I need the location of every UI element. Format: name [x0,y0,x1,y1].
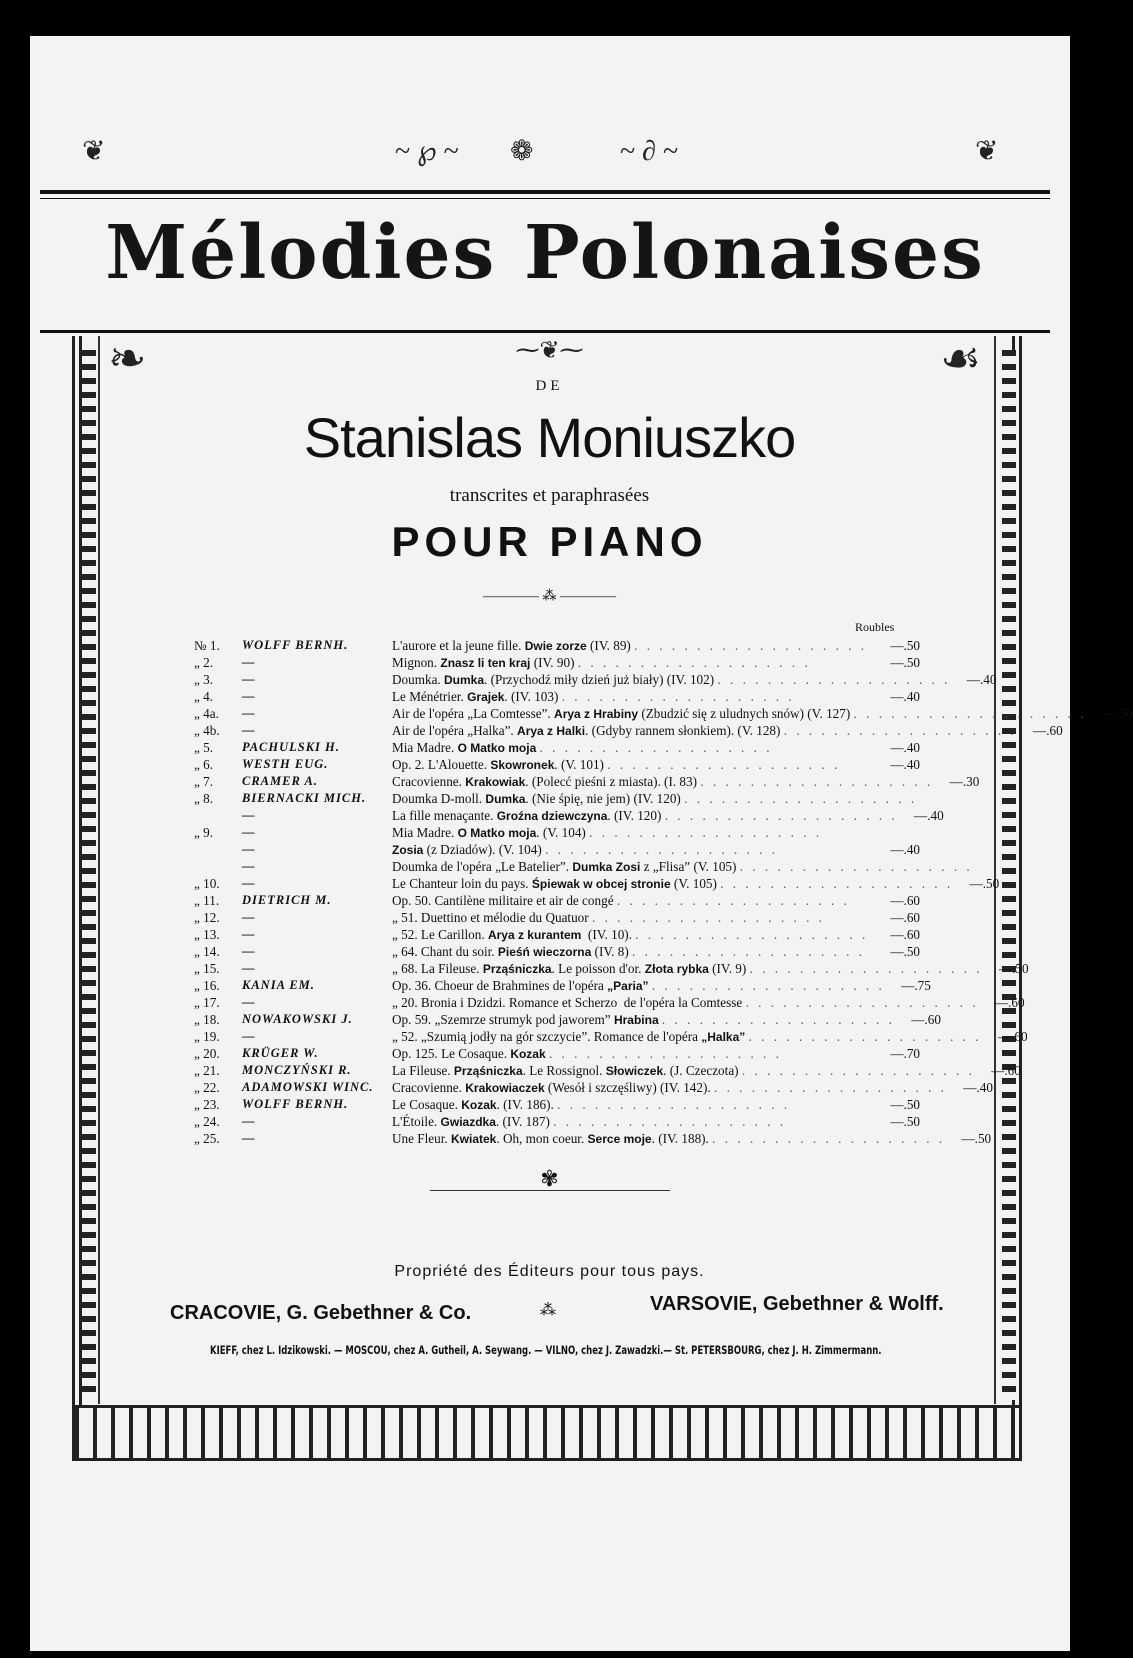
catalog-composer: KANIA EM. [242,978,315,992]
catalog-number: „ 19. [194,1029,220,1044]
catalog-number [190,807,242,825]
catalog-composer: — [242,808,256,822]
catalog-title: Air de l'opéra „Halka”. Arya z Halki. (Gdyby rannem słonkiem). (V. 128) . . . . . . . . . . . . . . . . . . . [392,723,1017,738]
catalog-title: „ 68. La Fileuse. Prząśniczka. Le poisson d'or. Złota rybka (IV. 9) . . . . . . . . . . . . . . . . . . . [392,961,983,976]
catalog-row [190,722,1063,739]
catalog-row [190,1079,993,1096]
catalog-title: Mia Madre. O Matko moja. (V. 104) . . . . . . . . . . . . . . . . . . . [392,825,823,840]
catalog-row [190,1062,1021,1079]
floral-corner-icon: ❧ [108,333,147,384]
catalog-number: „ 24. [194,1114,220,1129]
catalog-composer: MONCZYŃSKI R. [242,1063,352,1077]
fleuron-icon: ❦ [82,136,106,167]
catalog-composer: — [242,672,256,686]
catalog-price: —.50 [890,638,920,653]
catalog-composer: WESTH EUG. [242,757,329,771]
catalog-row [190,926,920,943]
scroll-ornament-icon: ~ ℘ ~ [395,136,459,167]
catalog-row [190,1011,941,1028]
catalog-title: L'aurore et la jeune fille. Dwie zorze (IV. 89) . . . . . . . . . . . . . . . . . . . [392,638,868,653]
catalog-composer: WOLFF BERNH. [242,638,349,652]
catalog-number: „ 17. [194,995,220,1010]
catalog-price: —.50 [998,961,1029,976]
catalog-row [190,637,920,654]
catalog-price: —.40 [890,757,920,772]
catalog-composer: PACHULSKI H. [242,740,340,754]
catalog-number: „ 5. [194,740,214,755]
catalog-row [190,892,920,909]
instrument-heading: POUR PIANO [391,518,708,565]
catalog-title: „ 52. „Szumią jodły na gór szczycie”. Romance de l'opéra „Halka” . . . . . . . . . . . . . . . . . . . [392,1029,982,1044]
catalog-row [190,841,920,858]
catalog-price: —.40 [966,672,997,687]
catalog-number [190,858,242,876]
catalog-number [190,841,242,859]
rights-notice: Propriété des Éditeurs pour tous pays. [394,1263,705,1280]
top-rule [40,190,1050,194]
catalog-price: —.40 [890,842,920,857]
catalog-title: L'Étoile. Gwiazdka. (IV. 187) . . . . . . . . . . . . . . . . . . . [392,1114,787,1129]
catalog-number: „ 18. [194,1012,220,1027]
catalog-price: —.60 [1033,723,1063,738]
catalog-row [190,705,1133,722]
catalog-title: Cracovienne. Krakowiak. (Polecć pieśni z miasta). (I. 83) . . . . . . . . . . . . . . . . . . . [392,774,934,789]
catalog-composer: CRAMER A. [242,774,318,788]
catalog-price: —.40 [914,808,944,823]
catalog-composer: BIERNACKI MICH. [242,791,367,805]
catalog-price: —.60 [997,1029,1028,1044]
divider-ornament-icon: ———— ⁂ ———— [483,589,616,604]
catalog-number: „ 22. [194,1080,220,1095]
catalog-composer: — [242,859,256,873]
catalog-title: La fille menaçante. Groźna dziewczyna. (IV. 120) . . . . . . . . . . . . . . . . . . . [392,808,898,823]
catalog-title: Doumka D-moll. Dumka. (Nie śpię, nie jem) (IV. 120) . . . . . . . . . . . . . . . . . . . [392,791,918,806]
catalog-title: „ 20. Bronia i Dzidzi. Romance et Scherzo de l'opéra la Comtesse . . . . . . . . . . . . . . . . . . . [392,995,979,1010]
preposition: DE [535,378,564,394]
catalog-row [190,977,931,994]
catalog-price [973,858,1019,876]
agents-line: KIEFF, chez L. Idzikowski. — MOSCOU, chez A. Gutheil, A. Seywang. — VILNO, chez J. Zawadzki.— St. PETERSBOURG, chez J. H. Zimmermann. [210,1343,882,1357]
catalog-price: —.40 [890,689,920,704]
title-rule [40,330,1050,333]
catalog-title: „ 64. Chant du soir. Pieśń wieczorna (IV. 8) . . . . . . . . . . . . . . . . . . . [392,944,866,959]
catalog-composer: — [242,927,256,941]
catalog-row [190,1096,920,1113]
catalog-composer: KRÜGER W. [242,1046,319,1060]
bottom-border-pattern [72,1405,1022,1461]
catalog-title: Op. 125. Le Cosaque. Kozak . . . . . . . . . . . . . . . . . . . [392,1046,782,1061]
scroll-ornament-icon: ⁓❦⁓ [515,338,584,364]
catalog-row [190,909,920,926]
catalog-title: Op. 2. L'Alouette. Skowronek. (V. 101) . . . . . . . . . . . . . . . . . . . [392,757,841,772]
publisher-ornament-icon: ⁂ [540,1302,556,1319]
catalog-number: „ 16. [194,978,220,993]
catalog-title: Doumka. Dumka. (Przychodź miły dzień już biały) (IV. 102) . . . . . . . . . . . . . . . . . . . [392,672,951,687]
catalog-number: „ 7. [194,774,214,789]
catalog-row [190,790,920,807]
catalog-composer: NOWAKOWSKI J. [242,1012,353,1026]
catalog-price: —.60 [890,893,920,908]
catalog-title: Mignon. Znasz li ten kraj (IV. 90) . . . . . . . . . . . . . . . . . . . [392,655,811,670]
catalog-row [190,1130,992,1147]
catalog-price: —.50 [1102,706,1133,721]
fleuron-icon: ❦ [975,136,999,167]
catalog-number: „ 6. [194,757,214,772]
catalog-title: „ 51. Duettino et mélodie du Quatuor . . . . . . . . . . . . . . . . . . . [392,910,825,925]
catalog-composer: DIETRICH M. [242,893,332,907]
catalog-price [917,790,963,808]
catalog-row [190,1045,920,1062]
catalog-price: —.50 [890,1097,920,1112]
catalog-price: —.50 [890,655,920,670]
catalog-price: —.60 [890,927,920,942]
catalog-price: —.75 [901,978,931,993]
catalog-number: „ 23. [194,1097,220,1112]
catalog-row [190,943,920,960]
catalog-composer: — [242,961,256,975]
catalog-title: Une Fleur. Kwiatek. Oh, mon coeur. Serce moje. (IV. 188). . . . . . . . . . . . . . . . . . . . [392,1131,946,1146]
catalog-price: —.40 [963,1080,993,1095]
catalog-row [190,773,980,790]
catalog-composer: — [242,995,256,1009]
catalog-number: „ 10. [194,876,220,891]
catalog-composer: — [242,1131,256,1145]
catalog-composer: — [242,689,256,703]
catalog-list [190,637,1133,1147]
catalog-title: Le Ménétrier. Grajek. (IV. 103) . . . . . . . . . . . . . . . . . . . [392,689,795,704]
catalog-number: № 1. [194,638,220,653]
catalog-number: „ 13. [194,927,220,942]
catalog-title: Mia Madre. O Matko moja . . . . . . . . . . . . . . . . . . . [392,740,773,755]
scroll-ornament-icon: ~ ∂ ~ [620,136,679,167]
catalog-price: —.50 [969,876,1000,891]
catalog-row [190,1028,1028,1045]
catalog-title: Le Chanteur loin du pays. Śpiewak w obcej stronie (V. 105) . . . . . . . . . . . . . . . . . . . [392,876,954,891]
catalog-row [190,807,944,824]
catalog-row [190,994,1025,1011]
catalog-number: „ 4a. [194,706,219,721]
catalog-row [190,960,1029,977]
catalog-title: La Fileuse. Prząśniczka. Le Rossignol. Słowiczek. (J. Czeczota) . . . . . . . . . . . . . . . . . . . [392,1063,975,1078]
lyre-ornament-icon: ✾ [540,1166,559,1191]
top-rule-thin [40,198,1050,199]
catalog-title: Op. 36. Choeur de Brahmines de l'opéra „Paria” . . . . . . . . . . . . . . . . . . . [392,978,885,993]
catalog-number: „ 12. [194,910,220,925]
currency-label: Roubles [855,620,895,634]
catalog-composer: — [242,842,256,856]
catalog-row [190,875,1000,892]
catalog-composer: — [242,1114,256,1128]
catalog-price: —.70 [890,1046,920,1061]
catalog-composer: — [242,876,256,890]
catalog-price: —.30 [949,774,980,789]
catalog-number: „ 4. [194,689,214,704]
divider-rule [430,1190,670,1191]
catalog-row [190,858,973,875]
catalog-price: —.40 [890,740,920,755]
catalog-number: „ 4b. [194,723,220,738]
catalog-composer: — [242,825,256,839]
catalog-composer: — [242,723,256,737]
catalog-title: Op. 50. Cantilène militaire et air de congé . . . . . . . . . . . . . . . . . . . [392,893,850,908]
catalog-number: „ 14. [194,944,220,959]
catalog-row [190,654,920,671]
catalog-title: Doumka de l'opéra „Le Batelier”. Dumka Zosi z „Flisa” (V. 105) . . . . . . . . . . . . . . . . . . . [392,859,973,874]
floral-corner-icon: ☙ [940,333,982,384]
catalog-composer: — [242,706,256,720]
catalog-number: „ 9. [194,825,214,840]
catalog-price: —.50 [961,1131,992,1146]
catalog-number: „ 11. [194,893,220,908]
catalog-title: Cracovienne. Krakowiaczek (Wesół i szczęśliwy) (IV. 142). . . . . . . . . . . . . . . . . . . . [392,1080,947,1095]
catalog-row [190,671,997,688]
catalog-composer: WOLFF BERNH. [242,1097,349,1111]
catalog-title: Air de l'opéra „La Comtesse”. Arya z Hrabiny (Zbudzić się z uludnych snów) (V. 127) . . . . . . . . . . . . . . . . . . . [392,706,1087,721]
catalog-number: „ 21. [194,1063,220,1078]
catalog-title: „ 52. Le Carillon. Arya z kurantem (IV. 10). . . . . . . . . . . . . . . . . . . . [392,927,869,942]
catalog-number: „ 15. [194,961,220,976]
catalog-row [190,824,920,841]
catalog-price: —.60 [991,1063,1021,1078]
catalog-number: „ 8. [194,791,214,806]
catalog-number: „ 25. [194,1131,220,1146]
catalog-title: Le Cosaque. Kozak. (IV. 186). . . . . . . . . . . . . . . . . . . . [392,1097,791,1112]
catalog-title: Op. 59. „Szemrze strumyk pod jaworem” Hrabina . . . . . . . . . . . . . . . . . . . [392,1012,895,1027]
publisher-warsaw: VARSOVIE, Gebethner & Wolff. [650,1293,944,1315]
catalog-composer: — [242,910,256,924]
catalog-price: —.50 [890,1114,920,1129]
catalog-composer: — [242,944,256,958]
main-title: Mélodies Polonaises [105,210,985,296]
catalog-number: „ 20. [194,1046,220,1061]
subtitle: transcrites et paraphrasées [449,485,650,506]
center-crest-icon: ❁ [510,136,534,167]
catalog-title: Zosia (z Dziadów). (V. 104) . . . . . . . . . . . . . . . . . . . [392,842,779,857]
catalog-composer: — [242,1029,256,1043]
catalog-composer: — [242,655,256,669]
catalog-row [190,1113,920,1130]
catalog-number: „ 3. [194,672,214,687]
left-border-pattern [82,350,96,1400]
publisher-cracow: CRACOVIE, G. Gebethner & Co. [170,1302,472,1324]
catalog-price: —.50 [890,944,920,959]
catalog-price: —.60 [911,1012,941,1027]
catalog-number: „ 2. [194,655,214,670]
catalog-row [190,688,920,705]
catalog-price: —.60 [994,995,1025,1010]
catalog-row [190,739,920,756]
catalog-row [190,756,920,773]
catalog-price: —.60 [890,910,920,925]
composer-name: Stanislas Moniuszko [303,406,796,469]
catalog-composer: ADAMOWSKI WINC. [242,1080,374,1094]
catalog-price [874,824,920,842]
